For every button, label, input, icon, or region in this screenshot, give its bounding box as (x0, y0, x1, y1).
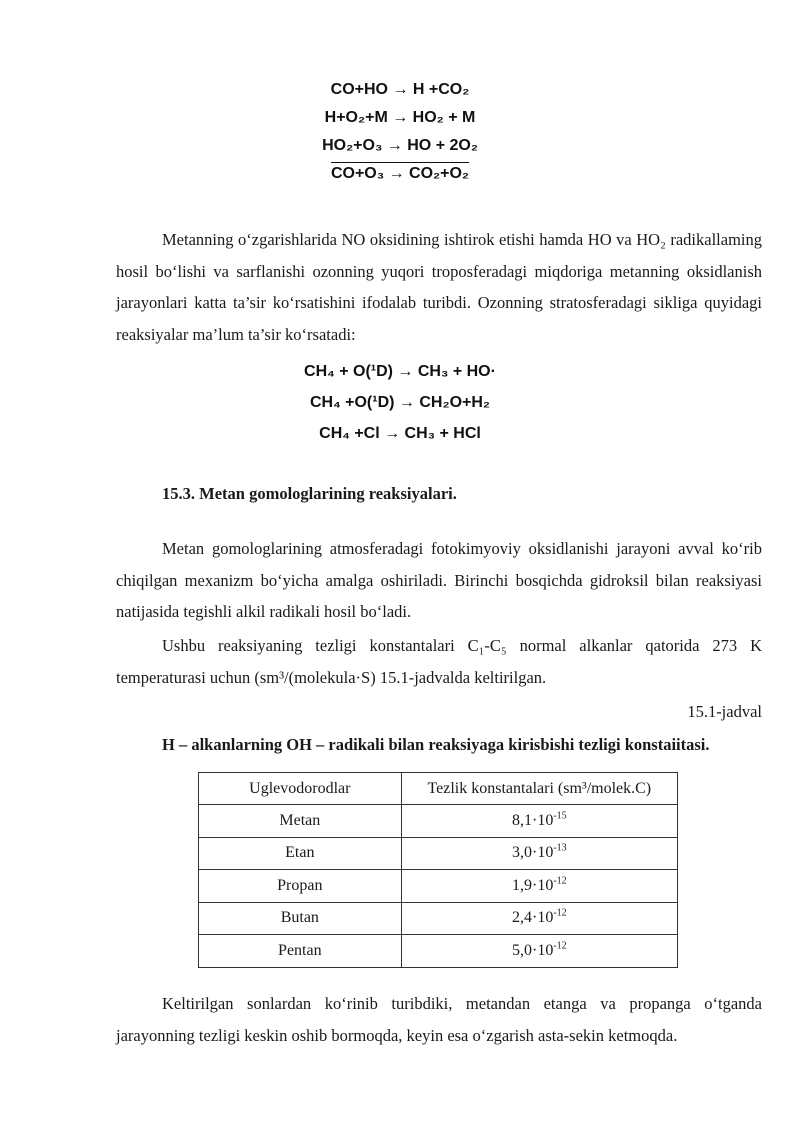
table-label: 15.1-jadval (687, 702, 762, 721)
table-header-row (199, 773, 678, 805)
rate-constant-cell: $8,1\cdot 10^{-15}$ (401, 805, 677, 838)
reaction-line: H+O₂+M → HO₂ + M (324, 109, 476, 126)
rate-constant-cell: $3,0\cdot 10^{-13}$ (401, 837, 677, 870)
table-row (199, 902, 678, 935)
reaction-line: CH₄ +O(¹D) → CH₂O+H₂ (309, 394, 491, 411)
paragraph (116, 988, 762, 1051)
hydrocarbon-cell: Etan (199, 837, 402, 870)
paragraph (116, 533, 762, 628)
rate-constant-cell: $5,0\cdot 10^{-12}$ (401, 935, 677, 968)
table-caption (116, 733, 762, 757)
paragraph (116, 224, 762, 350)
column-header: Tezlik konstantalari (sm³/molek.C) (401, 773, 677, 805)
table-row (199, 935, 678, 968)
paragraph (116, 630, 762, 693)
hydrocarbon-cell: Butan (199, 902, 402, 935)
rate-constant-cell: $1,9\cdot 10^{-12}$ (401, 870, 677, 903)
hydrocarbon-cell: Pentan (199, 935, 402, 968)
table-row (199, 805, 678, 838)
table-caption-text: H – alkanlarning OH – radikali bilan reaksiyaga kirisbishi tezligi konstaiitasi. (162, 735, 710, 754)
section-heading: 15.3. Metan gomologlarining reaksiyalari. (162, 484, 457, 503)
hydrocarbon-cell: Propan (199, 870, 402, 903)
reaction-line: CO+HO → H +CO₂ (330, 81, 470, 98)
hydrocarbon-cell: Metan (199, 805, 402, 838)
table-row (199, 837, 678, 870)
reaction-line: CH₄ +Cl → CH₃ + HCl (319, 425, 481, 442)
rate-constant-cell: $2,4\cdot 10^{-12}$ (401, 902, 677, 935)
ozone-reaction-scheme (0, 76, 800, 188)
paragraph-text: Metan gomologlarining atmosferadagi fotokimyoviy oksidlanishi jarayoni avval koʻrib chiqilgan mexanizm boʻyicha amalga oshiriladi. Birinchi bosqichda gidroksil bilan reaksiyasi natijasida tegishli alkil radikali hosil boʻladi. (116, 539, 762, 621)
paragraph-text: Metanning oʻzgarishlarida NO oksidining ishtirok etishi hamda HO va HO₂ radikallaming hosil boʻlishi va sarflanishi ozonning yuqori troposferadagi miqdoriga metanning oksidlanish jarayonlari katta ta’sir koʻrsatishini ifodalab turibdi. Ozonning stratosferadagi sikliga quyidagi reaksiyalar ma’lum ta’sir koʻrsatadi: (116, 230, 762, 344)
methane-reaction-list (0, 356, 800, 449)
rate-constants-table (198, 772, 678, 968)
reaction-sum: CO+O₃ → CO₂+O₂ (331, 162, 469, 185)
table-row (199, 870, 678, 903)
paragraph-text: Keltirilgan sonlardan koʻrinib turibdiki, metandan etanga va propanga oʻtganda jarayonning tezligi keskin oshib bormoqda, keyin esa oʻzgarish asta-sekin ketmoqda. (116, 994, 762, 1045)
column-header: Uglevodorodlar (199, 773, 402, 805)
reaction-line: HO₂+O₃ → HO + 2O₂ (322, 137, 478, 154)
reaction-line: CH₄ + O(¹D) → CH₃ + HO· (304, 363, 496, 380)
paragraph-text: Ushbu reaksiyaning tezligi konstantalari C₁-C₅ normal alkanlar qatorida 273 K temperaturasi uchun (sm³/(molekula·S) 15.1-jadvalda keltirilgan. (116, 636, 762, 687)
